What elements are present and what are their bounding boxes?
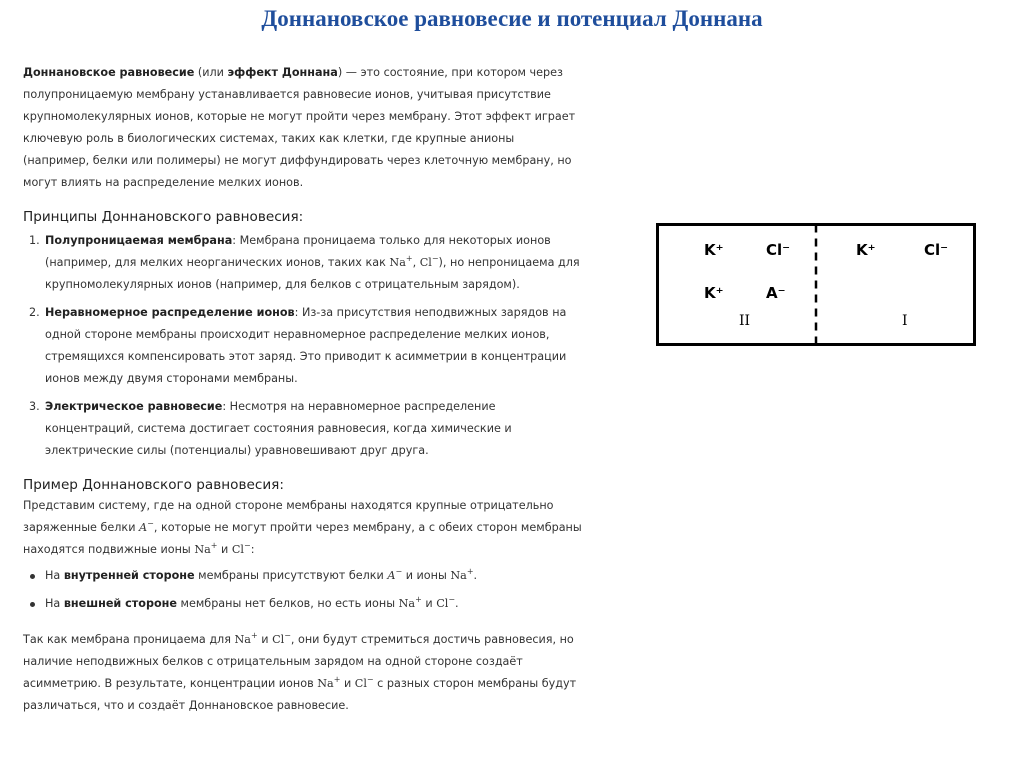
- math-na: Na: [317, 677, 334, 690]
- compartment-label-right: I: [902, 313, 908, 329]
- conclusion-and-2: и: [340, 677, 355, 690]
- example-and: и: [217, 543, 232, 556]
- math-cl: Cl: [231, 543, 245, 556]
- ion-cl-right: Cl⁻: [924, 241, 949, 259]
- principle-term: Неравномерное распределение ионов: [45, 306, 295, 319]
- bullet-dot-icon: [30, 574, 35, 579]
- principle-text: : Мембрана проницаема только для некоторых ионов (например, для мелких неорганических ионов, таких как: [45, 234, 551, 269]
- principles-list: [23, 230, 583, 462]
- math-sup: −: [448, 595, 456, 604]
- bullet-text: мембраны присутствуют белки: [194, 569, 388, 582]
- intro-text-2: ) — это состояние, при котором через полупроницаемую мембрану устанавливается равновесие ионов, учитывая присутствие крупномолекулярных ионов, которые не могут пройти через мембрану. Этот эффект играет ключевую роль в биологических системах, таких как клетки, где крупные анионы (например, белки или полимеры) не могут диффундировать через клеточную мембрану, но могут влиять на распределение мелких ионов.: [23, 66, 576, 189]
- membrane-diagram-svg: [656, 223, 976, 347]
- principle-text: : Из-за присутствия неподвижных зарядов на одной стороне мембраны происходит неравномерное распределение мелких ионов, стремящихся компенсировать этот заряд. Это приводит к асимметрии в концентрации ионов между двумя сторонами мембраны.: [45, 306, 567, 385]
- conclusion-text-3: с разных сторон мембраны будут различаться, что и создаёт Доннановское равновесие.: [23, 677, 577, 712]
- math-sup: +: [415, 595, 422, 604]
- principle-item: [23, 302, 583, 390]
- principle-text: : Несмотря на неравномерное распределение концентраций, система достигает состояния равновесия, когда химические и электрические силы (потенциалы) уравновешивают друг друга.: [45, 400, 512, 457]
- math-sup: −: [431, 254, 439, 263]
- math-cl: Cl: [272, 633, 285, 646]
- bullet-end: .: [473, 569, 478, 582]
- math-sup: +: [210, 541, 218, 550]
- math-sup: +: [405, 254, 413, 263]
- intro-term: Доннановское равновесие: [23, 66, 195, 79]
- math-sup: −: [366, 675, 374, 684]
- bullet-item: [23, 565, 583, 587]
- principle-number: 1.: [29, 234, 40, 247]
- math-sup: +: [250, 631, 258, 640]
- principles-heading: Принципы Доннановского равновесия:: [23, 209, 304, 225]
- compartment-label-left: II: [739, 313, 751, 329]
- principle-text-end: ), но непроницаема для крупномолекулярных ионов (например, для белков с отрицательным зарядом).: [45, 256, 580, 291]
- math-na: Na: [389, 256, 406, 269]
- donnan-diagram: [656, 223, 976, 351]
- bullet-end: .: [455, 597, 459, 610]
- document-body: [23, 62, 583, 717]
- math-a: A: [387, 569, 396, 582]
- principle-item: [23, 396, 583, 462]
- principle-term: Электрическое равновесие: [45, 400, 223, 413]
- ion-k-left-bottom: K⁺: [704, 284, 724, 302]
- bullet-and: и: [421, 597, 437, 610]
- example-bullets: [23, 565, 583, 615]
- math-sup: −: [244, 541, 251, 550]
- slide-title: Доннановское равновесие и потенциал Доннана: [261, 6, 763, 31]
- math-sup: +: [466, 567, 474, 576]
- math-na: Na: [234, 633, 251, 646]
- math-na: Na: [450, 569, 467, 582]
- ion-k-right: K⁺: [856, 241, 876, 259]
- math-sup: −: [147, 519, 154, 528]
- example-colon: :: [250, 543, 255, 556]
- bullet-and: и ионы: [402, 569, 451, 582]
- math-cl: Cl: [419, 256, 432, 269]
- math-na: Na: [194, 543, 211, 556]
- conclusion-text-1: Так как мембрана проницаема для: [23, 633, 235, 646]
- ion-k-left-top: K⁺: [704, 241, 724, 259]
- example-paragraph: [23, 495, 583, 561]
- bullet-term: внутренней стороне: [63, 569, 195, 582]
- intro-term-2: эффект Доннана: [227, 66, 338, 79]
- principle-item: [23, 230, 583, 296]
- bullet-dot-icon: [30, 602, 35, 607]
- intro-text-1: (или: [194, 66, 228, 79]
- math-sup: −: [395, 567, 403, 576]
- bullet-text: мембраны нет белков, но есть ионы: [176, 597, 399, 610]
- ion-cl-left: Cl⁻: [766, 241, 791, 259]
- example-text-1: Представим систему, где на одной стороне мембраны находятся крупные отрицательно заряженные белки: [23, 499, 554, 534]
- math-cl: Cl: [436, 597, 449, 610]
- math-na: Na: [398, 597, 416, 610]
- principle-comma: ,: [412, 256, 420, 269]
- example-heading: Пример Доннановского равновесия:: [23, 477, 284, 493]
- principle-number: 2.: [29, 306, 40, 319]
- bullet-term: внешней стороне: [63, 597, 177, 610]
- math-cl: Cl: [354, 677, 367, 690]
- conclusion-paragraph: [23, 629, 583, 717]
- math-sup: −: [284, 631, 291, 640]
- intro-paragraph: [23, 62, 583, 194]
- conclusion-text-2: , они будут стремиться достичь равновесия, но наличие неподвижных белков с отрицательным зарядом на одной стороне создаёт асимметрию. В результате, концентрации ионов: [23, 633, 574, 690]
- math-sup: +: [333, 675, 341, 684]
- math-a: A: [139, 521, 148, 534]
- principle-number: 3.: [29, 400, 40, 413]
- example-text-2: , которые не могут пройти через мембрану, а с обеих сторон мембраны находятся подвижные ионы: [23, 521, 582, 556]
- ion-a-left: A⁻: [766, 284, 786, 302]
- bullet-item: [23, 593, 583, 615]
- bullet-pre: На: [45, 597, 64, 610]
- principle-term: Полупроницаемая мембрана: [45, 234, 233, 247]
- conclusion-and: и: [257, 633, 273, 646]
- bullet-pre: На: [45, 569, 64, 582]
